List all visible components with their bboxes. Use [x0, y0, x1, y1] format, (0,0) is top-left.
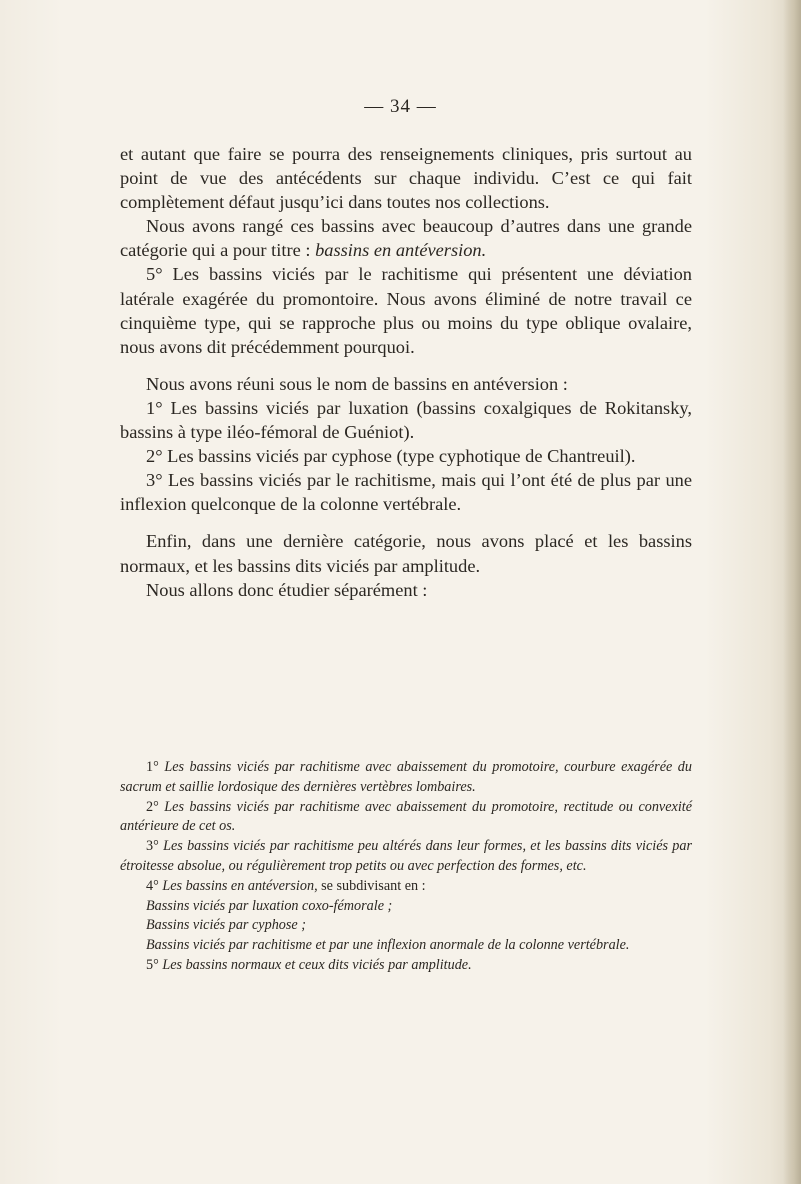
- paragraph-6: 2° Les bassins viciés par cyphose (type cyphotique de Chantreuil).: [146, 446, 636, 467]
- list-item-text: Les bassins viciés par rachitisme avec abaissement du promotoire, rectitude ou convexité antérieure de cet os.: [120, 798, 693, 835]
- list-item: [120, 837, 692, 877]
- list-item: [120, 758, 692, 798]
- list-item-text: Les bassins viciés par rachitisme peu altérés dans leur formes, et les bassins dits viciés par étroitesse absolue, ou régulièrement trop petits ou avec perfection des formes, etc.: [120, 838, 693, 874]
- list-number: 3°: [146, 838, 159, 855]
- main-text: [120, 142, 692, 602]
- list-number: 5°: [146, 956, 159, 973]
- paragraph-7: 3° Les bassins viciés par le rachitisme, mais qui l’ont été de plus par une inflexion quelconque de la colonne vertébrale.: [120, 470, 692, 515]
- paragraph-8: Enfin, dans une dernière catégorie, nous avons placé et les bassins normaux, et les bassins dits viciés par amplitude.: [120, 531, 692, 576]
- paragraph-4: Nous avons réuni sous le nom de bassins en antéversion :: [146, 373, 568, 394]
- sub-item: [120, 916, 692, 936]
- list-item: [120, 956, 692, 976]
- paragraph-5: 1° Les bassins viciés par luxation (bassins coxalgiques de Rokitansky, bassins à type iléo-fémoral de Guéniot).: [120, 397, 692, 443]
- paragraph-9: Nous allons donc étudier séparément :: [146, 579, 428, 600]
- category-title: bassins en antéversion.: [315, 240, 487, 261]
- sub-item: [120, 897, 692, 917]
- paragraph-3: 5° Les bassins viciés par le rachitisme qui présentent une déviation latérale exagérée du promontoire. Nous avons éliminé de notre travail ce cinquième type, qui se rapproche plus ou moins du type oblique ovalaire, nous avons dit précédemment pourquoi.: [120, 264, 692, 357]
- list-item: [120, 877, 692, 897]
- sub-item-text: Bassins viciés par luxation coxo-fémorale ;: [146, 897, 393, 914]
- list-item-text: Les bassins viciés par rachitisme avec abaissement du promotoire, courbure exagérée du sacrum et saillie lordosique des dernières vertèbres lombaires.: [120, 759, 692, 795]
- sub-item: [120, 936, 692, 956]
- summary-list: [120, 758, 692, 976]
- list-item: [120, 798, 692, 838]
- sub-item-text: Bassins viciés par rachitisme et par une inflexion anormale de la colonne vertébrale.: [146, 937, 630, 954]
- paragraph-2-text: Nous avons rangé ces bassins avec beaucoup d’autres dans une grande catégorie qui a pour titre :: [120, 216, 692, 261]
- paragraph-2: [120, 214, 692, 262]
- list-item-text: Les bassins en antéversion: [162, 877, 315, 894]
- list-number: 2°: [146, 798, 159, 815]
- list-number: 1°: [146, 759, 159, 775]
- list-item-suffix: , se subdivisant en :: [314, 877, 426, 894]
- page-edge-shadow: [783, 0, 801, 1184]
- list-item-text: Les bassins normaux et ceux dits viciés par amplitude.: [162, 956, 472, 973]
- list-number: 4°: [146, 877, 159, 894]
- sub-item-text: Bassins viciés par cyphose ;: [146, 917, 306, 934]
- page-number: — 34 —: [364, 96, 437, 117]
- paragraph-1: et autant que faire se pourra des renseignements cliniques, pris surtout au point de vue des antécédents sur chaque individu. C’est ce qui fait complètement défaut jusqu’ici dans toutes nos collections.: [120, 144, 692, 213]
